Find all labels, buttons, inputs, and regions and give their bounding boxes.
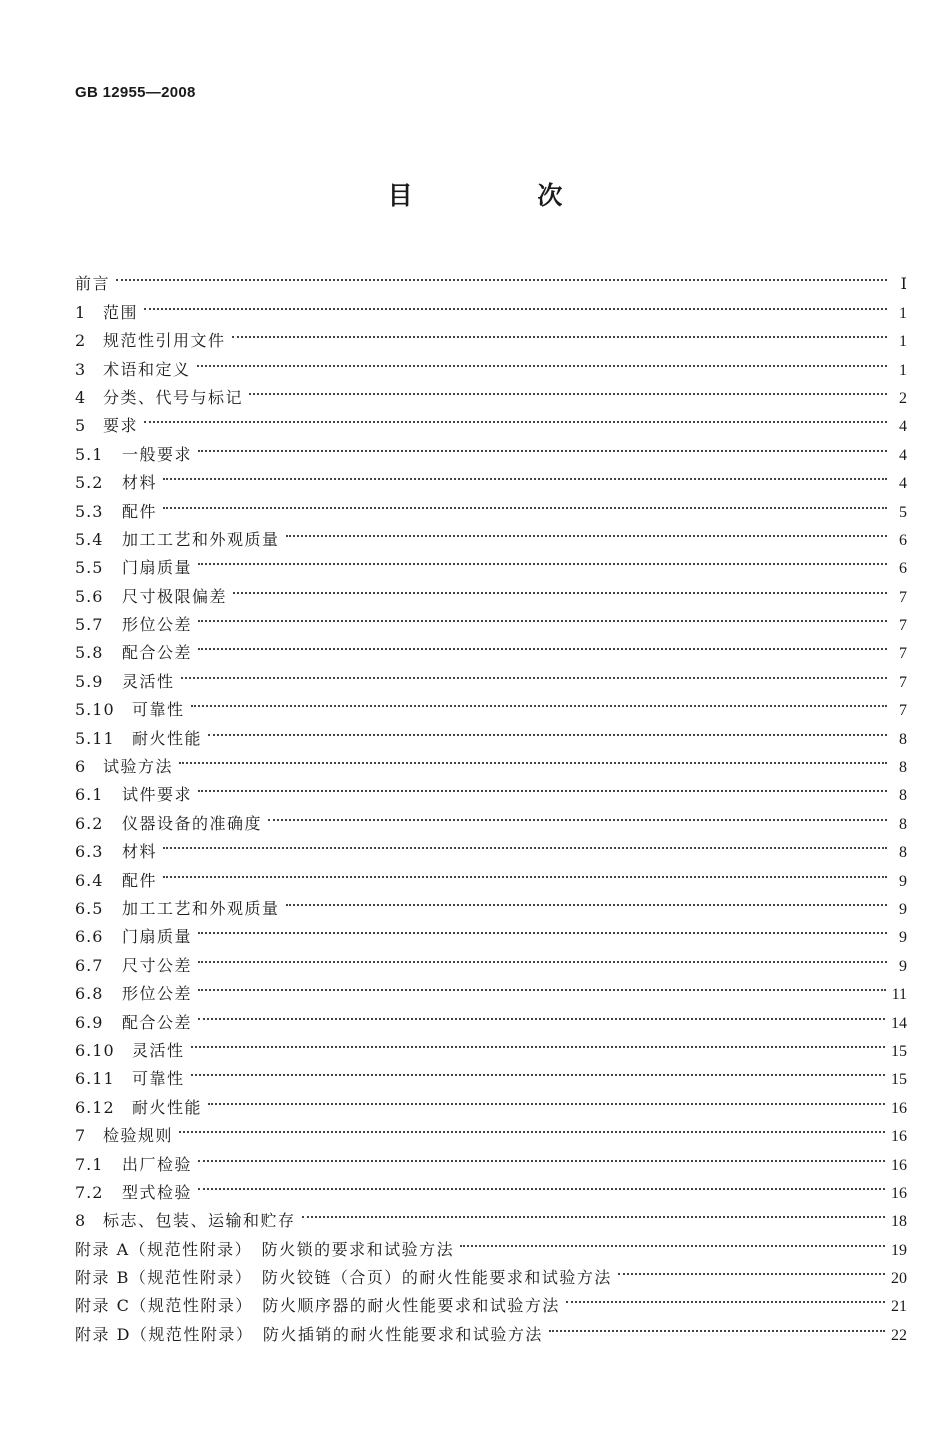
toc-entry-page: 8 (899, 787, 907, 805)
toc-entry-page: 16 (891, 1184, 907, 1202)
toc-entry-page: 15 (891, 1042, 907, 1060)
toc-leader-dots (181, 658, 887, 686)
toc-entry-page: 9 (899, 929, 907, 947)
toc-entry[interactable] (75, 914, 907, 947)
toc-entry-label: 形位公差 (122, 615, 193, 635)
toc-leader-dots (197, 346, 887, 374)
toc-entry-number: 6.1 (75, 785, 104, 805)
toc-entry-number: 7.1 (75, 1154, 104, 1174)
toc-entry-number: 1 (75, 302, 87, 322)
toc-entry-page: 15 (891, 1071, 907, 1089)
toc-entry-number: 7.2 (75, 1182, 104, 1202)
toc-leader-dots (163, 829, 887, 857)
toc-entry[interactable] (75, 431, 907, 464)
toc-entry-label: 仪器设备的准确度 (122, 813, 263, 833)
toc-entry-page: 4 (899, 475, 907, 493)
toc-entry-page: 16 (891, 1128, 907, 1146)
toc-entry-number: 4 (75, 387, 87, 407)
toc-leader-dots (191, 1028, 885, 1056)
toc-entry-number: 5.1 (75, 444, 104, 464)
toc-entry-label: 材料 (122, 842, 158, 862)
toc-leader-dots (233, 573, 887, 601)
toc-entry-label: 检验规则 (103, 1126, 174, 1146)
toc-leader-dots (198, 630, 887, 658)
toc-entry-page: 11 (891, 986, 907, 1004)
toc-entry-number: 5.6 (75, 586, 104, 606)
toc-entry-label: 加工工艺和外观质量 (122, 898, 280, 918)
toc-entry[interactable] (75, 289, 907, 322)
toc-entry-number: 5.5 (75, 558, 104, 578)
toc-entry-page: 7 (899, 617, 907, 635)
toc-entry-label: 门扇质量 (122, 558, 193, 578)
toc-entry-label: 尺寸公差 (122, 955, 193, 975)
toc-entry-label: 配件 (122, 501, 158, 521)
toc-entry[interactable] (75, 602, 907, 635)
table-of-contents (75, 261, 907, 1344)
toc-entry-number: 5.11 (75, 728, 115, 748)
toc-entry[interactable] (75, 1028, 907, 1060)
toc-entry-page: 8 (899, 730, 907, 748)
toc-entry-label: 可靠性 (132, 1069, 185, 1089)
toc-entry-page: 8 (899, 759, 907, 777)
toc-entry-number: 6.4 (75, 870, 104, 890)
toc-entry-number: 6.9 (75, 1012, 104, 1032)
toc-entry-page: 5 (899, 503, 907, 521)
toc-leader-dots (179, 1113, 885, 1141)
toc-entry-label: 前言 (75, 274, 111, 294)
toc-entry-number: 8 (75, 1211, 87, 1231)
toc-entry-label: 术语和定义 (103, 359, 191, 379)
toc-leader-dots (163, 857, 887, 885)
toc-leader-dots (198, 1141, 885, 1169)
toc-entry-label: 耐火性能 (132, 1097, 203, 1117)
toc-entry-page: 7 (899, 673, 907, 691)
toc-leader-dots (549, 1311, 885, 1339)
toc-entry-label: 配合公差 (122, 643, 193, 663)
toc-leader-dots (618, 1255, 885, 1283)
toc-entry-number: 5.4 (75, 529, 104, 549)
toc-entry[interactable] (75, 857, 907, 890)
toc-entry-number: 2 (75, 331, 87, 351)
toc-entry[interactable] (75, 1056, 907, 1089)
toc-entry[interactable] (75, 517, 907, 549)
toc-entry-page: 9 (899, 900, 907, 918)
toc-entry-label: 门扇质量 (122, 927, 193, 947)
toc-entry[interactable] (75, 886, 907, 918)
toc-entry[interactable] (75, 971, 907, 1004)
toc-leader-dots (249, 375, 887, 403)
toc-entry-label: 出厂检验 (122, 1154, 193, 1174)
toc-entry[interactable] (75, 687, 907, 720)
toc-entry-page: 8 (899, 815, 907, 833)
toc-entry-page: 1 (899, 333, 907, 351)
toc-entry[interactable] (75, 1170, 907, 1202)
toc-entry-number: 6.3 (75, 842, 104, 862)
toc-entry[interactable] (75, 630, 907, 663)
toc-entry-label: 附录 B（规范性附录） 防火铰链（合页）的耐火性能要求和试验方法 (75, 1268, 612, 1288)
toc-leader-dots (191, 1056, 885, 1084)
toc-entry[interactable] (75, 545, 907, 578)
toc-leader-dots (302, 1198, 885, 1226)
toc-leader-dots (268, 800, 887, 828)
toc-entry-page: 2 (899, 389, 907, 407)
toc-leader-dots (163, 488, 887, 516)
toc-entry[interactable] (75, 346, 907, 379)
toc-entry-page: 8 (899, 844, 907, 862)
toc-entry[interactable] (75, 573, 907, 606)
toc-entry-label: 配件 (122, 870, 158, 890)
toc-entry-label: 范围 (103, 302, 139, 322)
toc-entry[interactable] (75, 1113, 907, 1146)
toc-leader-dots (198, 971, 886, 999)
toc-entry-number: 6.8 (75, 984, 104, 1004)
toc-entry-number: 6.2 (75, 813, 104, 833)
toc-entry-number: 5.2 (75, 473, 104, 493)
toc-entry-number: 5.10 (75, 700, 115, 720)
toc-entry-label: 附录 C（规范性附录） 防火顺序器的耐火性能要求和试验方法 (75, 1296, 560, 1316)
toc-entry-label: 灵活性 (132, 1040, 185, 1060)
toc-entry-page: 7 (899, 645, 907, 663)
toc-entry-label: 可靠性 (132, 700, 185, 720)
toc-leader-dots (116, 261, 887, 289)
toc-entry-page: 9 (899, 957, 907, 975)
toc-entry-page: 6 (899, 531, 907, 549)
toc-entry-label: 标志、包装、运输和贮存 (103, 1211, 296, 1231)
toc-leader-dots (208, 715, 887, 743)
toc-entry-page: 19 (891, 1241, 907, 1259)
toc-entry-page: 21 (891, 1298, 907, 1316)
toc-entry[interactable] (75, 715, 907, 748)
toc-entry-page: 18 (891, 1213, 907, 1231)
toc-entry-label: 尺寸极限偏差 (122, 586, 228, 606)
toc-entry[interactable] (75, 488, 907, 521)
toc-leader-dots (208, 1084, 885, 1112)
toc-entry-number: 5.3 (75, 501, 104, 521)
toc-entry-label: 规范性引用文件 (103, 331, 226, 351)
toc-entry[interactable] (75, 772, 907, 805)
toc-entry[interactable] (75, 744, 907, 777)
toc-entry-number: 5.7 (75, 615, 104, 635)
toc-leader-dots (198, 772, 887, 800)
toc-leader-dots (286, 517, 887, 545)
toc-entry-label: 要求 (103, 416, 139, 436)
toc-entry-page: 7 (899, 588, 907, 606)
toc-entry[interactable] (75, 1198, 907, 1231)
toc-leader-dots (198, 431, 887, 459)
toc-entry-label: 配合公差 (122, 1012, 193, 1032)
toc-entry[interactable] (75, 829, 907, 862)
toc-leader-dots (179, 744, 887, 772)
page-title: 目 次 (387, 181, 621, 210)
toc-entry-number: 3 (75, 359, 87, 379)
toc-entry[interactable] (75, 1141, 907, 1174)
toc-entry[interactable] (75, 942, 907, 975)
toc-entry-label: 一般要求 (122, 444, 193, 464)
toc-entry-label: 灵活性 (122, 671, 175, 691)
toc-entry-page: 4 (899, 418, 907, 436)
toc-entry-number: 5.9 (75, 671, 104, 691)
toc-entry-label: 加工工艺和外观质量 (122, 529, 280, 549)
toc-entry-label: 试验方法 (103, 757, 174, 777)
toc-entry-label: 型式检验 (122, 1182, 193, 1202)
toc-entry[interactable] (75, 800, 907, 833)
toc-entry-page: 20 (891, 1270, 907, 1288)
toc-leader-dots (198, 1170, 885, 1198)
toc-entry-number: 6.12 (75, 1097, 115, 1117)
toc-entry[interactable] (75, 658, 907, 691)
toc-entry-label: 分类、代号与标记 (103, 387, 244, 407)
toc-leader-dots (144, 403, 887, 431)
toc-entry-page: 16 (891, 1156, 907, 1174)
toc-entry-label: 耐火性能 (132, 728, 203, 748)
toc-leader-dots (286, 886, 887, 914)
toc-leader-dots (566, 1283, 885, 1311)
standard-code: GB 12955—2008 (75, 84, 196, 101)
toc-entry[interactable] (75, 403, 907, 436)
toc-entry-page: 22 (891, 1326, 907, 1344)
toc-entry-number: 6.10 (75, 1040, 115, 1060)
toc-entry-label: 附录 A（规范性附录） 防火锁的要求和试验方法 (75, 1239, 455, 1259)
toc-leader-dots (232, 318, 887, 346)
toc-entry-label: 附录 D（规范性附录） 防火插销的耐火性能要求和试验方法 (75, 1324, 543, 1344)
toc-entry-page: 14 (891, 1014, 907, 1032)
toc-entry[interactable] (75, 318, 907, 351)
toc-leader-dots (198, 914, 887, 942)
toc-entry-label: 试件要求 (122, 785, 193, 805)
toc-entry-number: 6.6 (75, 927, 104, 947)
toc-leader-dots (191, 687, 887, 715)
toc-entry[interactable] (75, 1084, 907, 1117)
toc-entry-number: 5 (75, 416, 87, 436)
toc-entry-number: 6 (75, 757, 87, 777)
toc-entry[interactable] (75, 375, 907, 407)
toc-entry-number: 6.7 (75, 955, 104, 975)
toc-leader-dots (198, 545, 887, 573)
toc-entry-page: 4 (899, 446, 907, 464)
toc-entry-page: 1 (899, 361, 907, 379)
toc-entry-page: 7 (899, 702, 907, 720)
toc-leader-dots (460, 1226, 885, 1254)
toc-leader-dots (198, 602, 887, 630)
toc-entry-label: 材料 (122, 473, 158, 493)
toc-entry-number: 7 (75, 1126, 87, 1146)
toc-leader-dots (144, 289, 887, 317)
toc-leader-dots (198, 999, 885, 1027)
toc-entry-page: 9 (899, 872, 907, 890)
toc-leader-dots (198, 942, 887, 970)
toc-entry[interactable] (75, 261, 907, 294)
toc-entry[interactable] (75, 999, 907, 1032)
toc-entry-number: 5.8 (75, 643, 104, 663)
toc-entry-page: 16 (891, 1099, 907, 1117)
toc-entry-page: Ⅰ (900, 276, 907, 294)
toc-entry-number: 6.11 (75, 1069, 115, 1089)
toc-leader-dots (163, 460, 887, 488)
toc-entry-page: 1 (899, 304, 907, 322)
toc-entry[interactable] (75, 460, 907, 493)
toc-entry-page: 6 (899, 560, 907, 578)
toc-entry-number: 6.5 (75, 898, 104, 918)
toc-entry-label: 形位公差 (122, 984, 193, 1004)
